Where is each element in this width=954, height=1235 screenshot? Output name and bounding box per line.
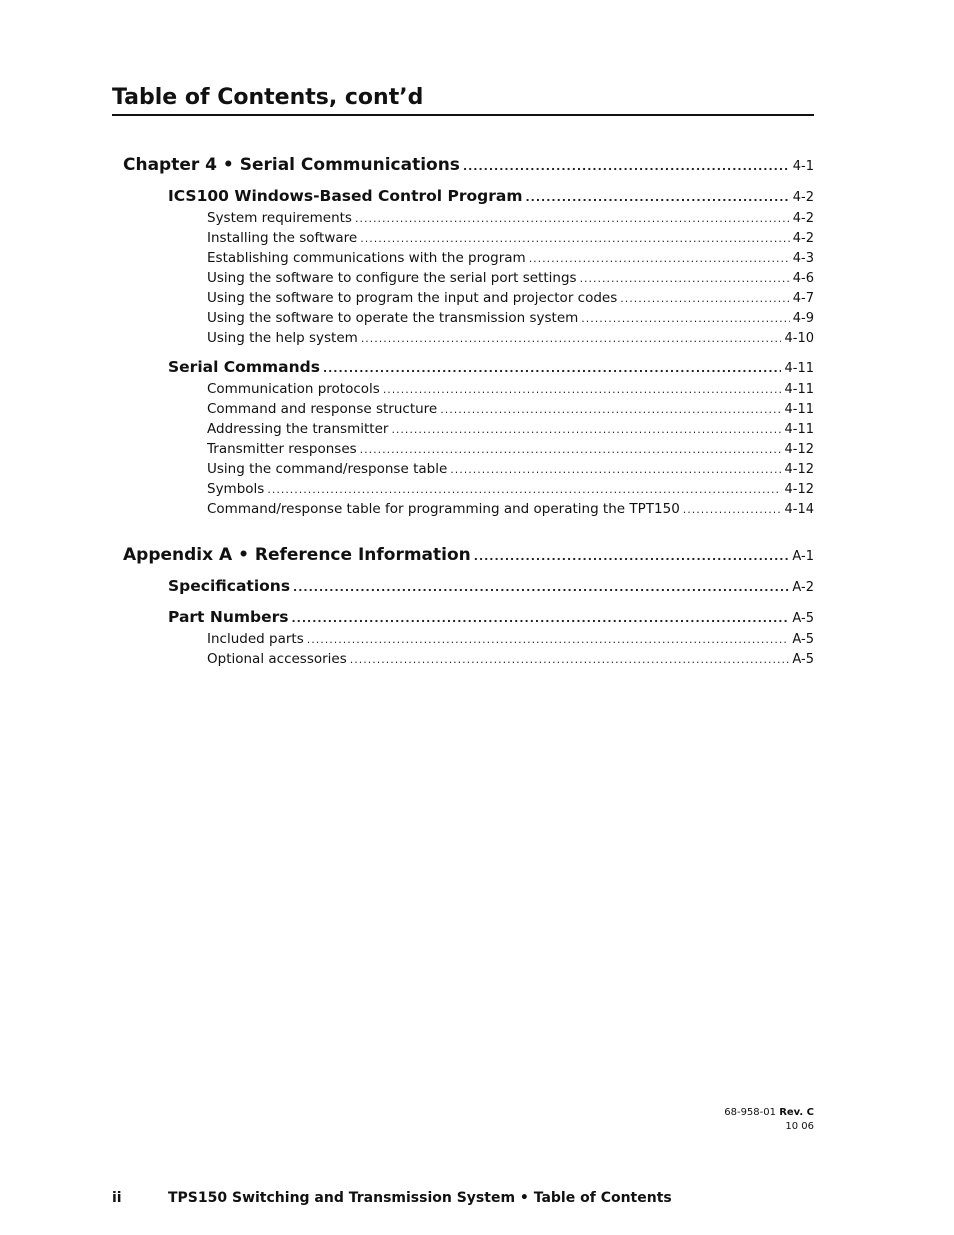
toc-entry[interactable] bbox=[207, 421, 814, 437]
dot-leader bbox=[360, 232, 790, 245]
toc-entry-page: 4-12 bbox=[784, 442, 814, 457]
toc-entry-label: System requirements bbox=[207, 210, 352, 226]
toc-entry-label: Appendix A • Reference Information bbox=[123, 545, 471, 565]
toc-entry[interactable] bbox=[123, 545, 814, 565]
document-number bbox=[724, 1106, 814, 1134]
dot-leader bbox=[307, 633, 790, 646]
footer-title: TPS150 Switching and Transmission System • Table of Contents bbox=[168, 1190, 672, 1206]
toc-entry-label: Part Numbers bbox=[168, 608, 289, 626]
dot-leader bbox=[293, 581, 789, 594]
dot-leader bbox=[292, 612, 790, 625]
dot-leader bbox=[267, 483, 781, 496]
dot-leader bbox=[361, 332, 782, 345]
footer-page-number: ii bbox=[112, 1190, 122, 1206]
toc-entry-label: Addressing the transmitter bbox=[207, 421, 389, 437]
toc-entry-label: Command/response table for programming and operating the TPT150 bbox=[207, 501, 680, 517]
toc-entry-label: Symbols bbox=[207, 481, 265, 497]
toc-entry-page: 4-11 bbox=[784, 422, 814, 437]
dot-leader bbox=[474, 550, 790, 563]
toc-entry-label: Command and response structure bbox=[207, 401, 438, 417]
page-title: Table of Contents, cont’d bbox=[112, 82, 814, 116]
toc-entry-page: 4-6 bbox=[792, 271, 814, 286]
toc-entry-label: Using the software to configure the serial port settings bbox=[207, 270, 577, 286]
toc-entry-label: Transmitter responses bbox=[207, 441, 357, 457]
toc-entry[interactable] bbox=[207, 250, 814, 266]
toc-entry[interactable] bbox=[168, 608, 814, 626]
dot-leader bbox=[383, 383, 782, 396]
toc-entry[interactable] bbox=[207, 651, 814, 667]
toc-entry-label: Chapter 4 • Serial Communications bbox=[123, 155, 460, 175]
toc-entry[interactable] bbox=[207, 330, 814, 346]
toc-entry-page: 4-10 bbox=[784, 331, 814, 346]
toc-entry[interactable] bbox=[207, 481, 814, 497]
toc-entry-page: 4-2 bbox=[792, 190, 814, 205]
toc-entry[interactable] bbox=[207, 290, 814, 306]
toc-entry[interactable] bbox=[207, 230, 814, 246]
toc-entry-page: A-5 bbox=[792, 632, 814, 647]
toc-entry-page: 4-12 bbox=[784, 482, 814, 497]
toc-entry-page: 4-11 bbox=[784, 402, 814, 417]
toc-entry[interactable] bbox=[207, 310, 814, 326]
dot-leader bbox=[360, 443, 782, 456]
dot-leader bbox=[355, 212, 790, 225]
dot-leader bbox=[581, 312, 789, 325]
toc-entry-label: Specifications bbox=[168, 577, 291, 595]
page-footer bbox=[112, 1190, 672, 1206]
toc-entry-page: 4-2 bbox=[792, 211, 814, 226]
dot-leader bbox=[440, 403, 781, 416]
dot-leader bbox=[463, 160, 790, 173]
toc-entry-label: Installing the software bbox=[207, 230, 358, 246]
toc-entry-page: A-1 bbox=[792, 549, 814, 564]
toc-entry[interactable] bbox=[168, 358, 814, 376]
dot-leader bbox=[620, 292, 790, 305]
toc-entry-label: Using the software to operate the transmission system bbox=[207, 310, 579, 326]
toc-entry-label: ICS100 Windows-Based Control Program bbox=[168, 187, 523, 205]
toc-entry-page: A-2 bbox=[792, 580, 814, 595]
toc-entry[interactable] bbox=[123, 155, 814, 175]
toc-entry-page: 4-7 bbox=[792, 291, 814, 306]
dot-leader bbox=[683, 503, 782, 516]
toc-entry-label: Using the help system bbox=[207, 330, 358, 346]
toc-entry-label: Using the software to program the input and projector codes bbox=[207, 290, 618, 306]
dot-leader bbox=[391, 423, 781, 436]
toc-entry-label: Serial Commands bbox=[168, 358, 320, 376]
toc-entry-page: 4-2 bbox=[792, 231, 814, 246]
toc-entry[interactable] bbox=[168, 577, 814, 595]
toc-entry[interactable] bbox=[207, 381, 814, 397]
toc-entry[interactable] bbox=[207, 210, 814, 226]
toc-entry[interactable] bbox=[207, 501, 814, 517]
toc-entry-page: 4-9 bbox=[792, 311, 814, 326]
toc-entry[interactable] bbox=[207, 631, 814, 647]
toc-entry-label: Establishing communications with the program bbox=[207, 250, 526, 266]
toc-entry[interactable] bbox=[168, 187, 814, 205]
toc-entry-page: 4-3 bbox=[792, 251, 814, 266]
dot-leader bbox=[323, 362, 782, 375]
toc-entry-label: Communication protocols bbox=[207, 381, 380, 397]
revision: Rev. C bbox=[779, 1107, 814, 1118]
toc-entry-label: Optional accessories bbox=[207, 651, 347, 667]
dot-leader bbox=[580, 272, 790, 285]
dot-leader bbox=[526, 191, 790, 204]
toc-entry-label: Using the command/response table bbox=[207, 461, 448, 477]
toc-entry-page: A-5 bbox=[792, 611, 814, 626]
toc-entry-page: 4-11 bbox=[784, 382, 814, 397]
toc-entry-page: A-5 bbox=[792, 652, 814, 667]
doc-date: 10 06 bbox=[785, 1121, 814, 1132]
toc-entry[interactable] bbox=[207, 441, 814, 457]
toc-entry-page: 4-11 bbox=[784, 361, 814, 376]
toc-entry-label: Included parts bbox=[207, 631, 304, 647]
toc-entry-page: 4-1 bbox=[792, 159, 814, 174]
dot-leader bbox=[350, 653, 790, 666]
dot-leader bbox=[450, 463, 781, 476]
doc-number: 68-958-01 bbox=[724, 1107, 776, 1118]
toc-entry[interactable] bbox=[207, 461, 814, 477]
toc-entry-page: 4-14 bbox=[784, 502, 814, 517]
toc-entry[interactable] bbox=[207, 270, 814, 286]
toc-entry[interactable] bbox=[207, 401, 814, 417]
toc-entry-page: 4-12 bbox=[784, 462, 814, 477]
dot-leader bbox=[529, 252, 790, 265]
